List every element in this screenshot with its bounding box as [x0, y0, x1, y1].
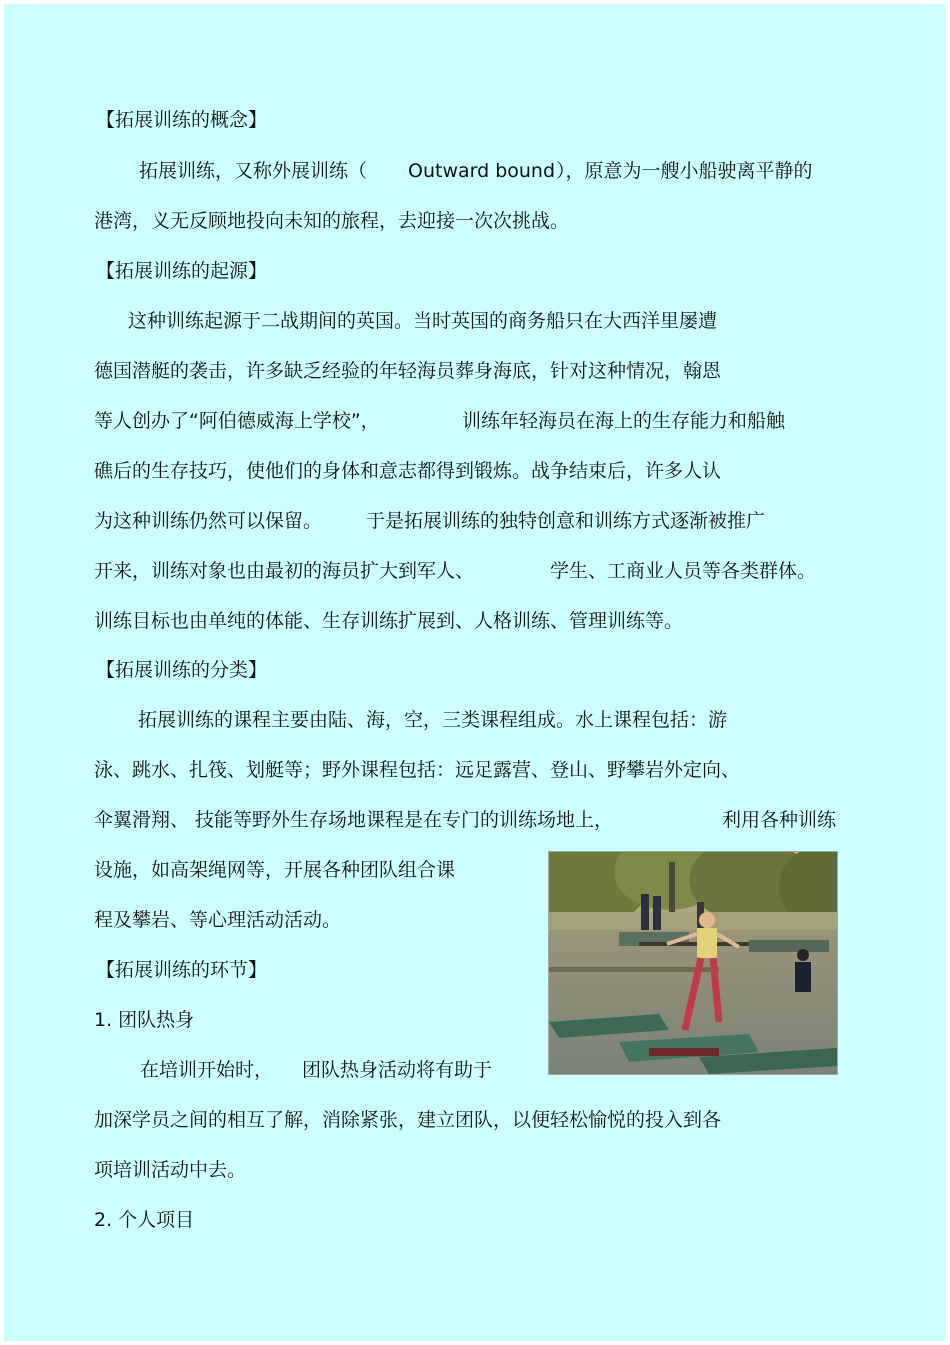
stage-1-title: 1. 团队热身 [94, 1009, 195, 1031]
origin-line-5a: 为这种训练仍然可以保留。 [94, 510, 323, 532]
class-line-5: 程及攀岩、等心理活动活动。 [94, 909, 342, 931]
class-line-3b: 利用各种训练 [722, 809, 837, 831]
origin-line-3b: 训练年轻海员在海上的生存能力和船触 [462, 410, 786, 432]
concept-line-1b: ），原意为一艘小船驶离平静的 [556, 160, 813, 182]
origin-line-3a: 等人创办了“阿伯德威海上学校”， [94, 410, 380, 432]
origin-line-4: 礁后的生存技巧，使他们的身体和意志都得到锻炼。战争结束后，许多人认 [94, 460, 722, 482]
stage-2-title: 2. 个人项目 [94, 1209, 195, 1231]
origin-line-7: 训练目标也由单纯的体能、生存训练扩展到、人格训练、管理训练等。 [94, 610, 684, 632]
document-page [4, 4, 946, 1341]
origin-line-5b: 于是拓展训练的独特创意和训练方式逐渐被推广 [366, 510, 766, 532]
concept-line-1-english: Outward bound [408, 160, 556, 182]
origin-line-6b: 学生、工商业人员等各类群体。 [550, 560, 817, 582]
origin-line-1: 这种训练起源于二战期间的英国。当时英国的商务船只在大西洋里屡遭 [128, 310, 718, 332]
stage-1-line-2: 加深学员之间的相互了解，消除紧张，建立团队，以便轻松愉悦的投入到各 [94, 1109, 722, 1131]
heading-origin: 【拓展训练的起源】 [96, 260, 268, 282]
class-line-2: 泳、跳水、扎筏、划艇等；野外课程包括：远足露营、登山、野攀岩外定向、 [94, 759, 741, 781]
class-line-3a: 伞翼滑翔、 技能等野外生存场地课程是在专门的训练场地上， [94, 809, 614, 831]
stage-1-line-1b: 团队热身活动将有助于 [302, 1059, 493, 1081]
origin-line-2: 德国潜艇的袭击，许多缺乏经验的年轻海员葬身海底，针对这种情况，翰恩 [94, 360, 722, 382]
heading-stages: 【拓展训练的环节】 [96, 959, 268, 981]
stage-1-line-1a: 在培训开始时， [140, 1059, 274, 1081]
heading-classification: 【拓展训练的分类】 [96, 659, 268, 681]
stage-1-line-3: 项培训活动中去。 [94, 1159, 247, 1181]
class-line-1: 拓展训练的课程主要由陆、海，空，三类课程组成。水上课程包括：游 [138, 709, 728, 731]
heading-concept: 【拓展训练的概念】 [96, 109, 268, 131]
origin-line-6a: 开来，训练对象也由最初的海员扩大到军人、 [94, 560, 475, 582]
class-line-4: 设施，如高架绳网等，开展各种团队组合课 [94, 859, 456, 881]
concept-line-1a: 拓展训练，又称外展训练（ [139, 160, 368, 182]
outdoor-training-photo [548, 851, 838, 1075]
concept-line-2: 港湾，义无反顾地投向未知的旅程，去迎接一次次挑战。 [94, 210, 570, 232]
